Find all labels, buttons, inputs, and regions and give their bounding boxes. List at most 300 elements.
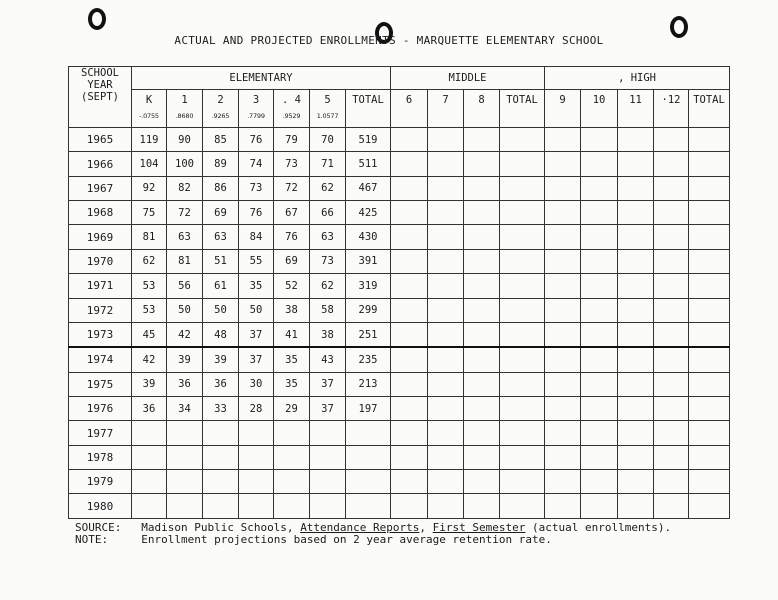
enrollment-cell: 86 bbox=[203, 176, 239, 200]
enrollment-cell: 33 bbox=[203, 396, 239, 420]
empty-cell bbox=[654, 298, 689, 322]
table-row bbox=[69, 470, 730, 494]
elementary-total-cell: 235 bbox=[346, 347, 391, 372]
enrollment-table bbox=[68, 66, 730, 519]
empty-cell bbox=[391, 421, 428, 445]
empty-cell bbox=[654, 372, 689, 396]
empty-cell bbox=[500, 470, 545, 494]
empty-cell bbox=[689, 322, 730, 347]
retention-rate: .8680 bbox=[175, 112, 194, 120]
enrollment-cell: 73 bbox=[310, 249, 346, 273]
enrollment-cell: 76 bbox=[239, 128, 274, 152]
elementary-total-cell: 425 bbox=[346, 201, 391, 225]
table-row bbox=[69, 445, 730, 469]
empty-cell bbox=[618, 225, 654, 249]
enrollment-cell: 48 bbox=[203, 322, 239, 347]
enrollment-cell: 75 bbox=[132, 201, 167, 225]
empty-cell bbox=[581, 494, 618, 519]
table-row bbox=[69, 494, 730, 519]
empty-cell bbox=[391, 201, 428, 225]
enrollment-cell bbox=[239, 445, 274, 469]
empty-cell bbox=[654, 176, 689, 200]
enrollment-cell: 85 bbox=[203, 128, 239, 152]
elementary-total-cell: 519 bbox=[346, 128, 391, 152]
enrollment-cell bbox=[310, 494, 346, 519]
source-line: SOURCE: Madison Public Schools, Attendance Reports, First Semester (actual enrollments). bbox=[75, 521, 672, 534]
enrollment-cell bbox=[132, 445, 167, 469]
enrollment-cell: 42 bbox=[132, 347, 167, 372]
enrollment-cell bbox=[274, 470, 310, 494]
empty-cell bbox=[464, 128, 500, 152]
enrollment-cell bbox=[167, 421, 203, 445]
retention-rate: .9529 bbox=[282, 112, 301, 120]
empty-cell bbox=[500, 176, 545, 200]
year-cell: 1967 bbox=[69, 176, 132, 200]
enrollment-cell: 67 bbox=[274, 201, 310, 225]
enrollment-cell: 76 bbox=[274, 225, 310, 249]
enrollment-cell: 61 bbox=[203, 274, 239, 298]
enrollment-cell bbox=[203, 470, 239, 494]
empty-cell bbox=[500, 372, 545, 396]
empty-cell bbox=[581, 470, 618, 494]
table-row bbox=[69, 274, 730, 298]
empty-cell bbox=[618, 176, 654, 200]
enrollment-cell bbox=[310, 445, 346, 469]
elementary-total-cell: 467 bbox=[346, 176, 391, 200]
table-row bbox=[69, 347, 730, 372]
note-line: NOTE: Enrollment projections based on 2 year average retention rate. bbox=[75, 533, 552, 546]
empty-cell bbox=[545, 152, 581, 176]
enrollment-cell bbox=[167, 470, 203, 494]
column-header-middle-2: 8 bbox=[464, 90, 500, 128]
enrollment-cell: 37 bbox=[239, 322, 274, 347]
enrollment-cell: 69 bbox=[203, 201, 239, 225]
enrollment-cell bbox=[132, 494, 167, 519]
empty-cell bbox=[689, 249, 730, 273]
enrollment-cell: 36 bbox=[132, 396, 167, 420]
empty-cell bbox=[428, 445, 464, 469]
enrollment-cell: 35 bbox=[274, 347, 310, 372]
group-header-elementary: ELEMENTARY bbox=[132, 67, 391, 90]
enrollment-cell bbox=[274, 494, 310, 519]
enrollment-cell: 63 bbox=[310, 225, 346, 249]
empty-cell bbox=[500, 152, 545, 176]
empty-cell bbox=[464, 225, 500, 249]
empty-cell bbox=[581, 372, 618, 396]
empty-cell bbox=[581, 298, 618, 322]
enrollment-cell bbox=[167, 445, 203, 469]
empty-cell bbox=[618, 347, 654, 372]
empty-cell bbox=[391, 176, 428, 200]
empty-cell bbox=[581, 274, 618, 298]
empty-cell bbox=[618, 494, 654, 519]
table-row bbox=[69, 152, 730, 176]
empty-cell bbox=[500, 347, 545, 372]
table-row bbox=[69, 372, 730, 396]
enrollment-cell: 35 bbox=[239, 274, 274, 298]
empty-cell bbox=[391, 128, 428, 152]
empty-cell bbox=[654, 152, 689, 176]
empty-cell bbox=[581, 225, 618, 249]
empty-cell bbox=[428, 152, 464, 176]
empty-cell bbox=[428, 322, 464, 347]
empty-cell bbox=[545, 421, 581, 445]
empty-cell bbox=[545, 249, 581, 273]
empty-cell bbox=[464, 470, 500, 494]
empty-cell bbox=[618, 152, 654, 176]
enrollment-cell: 79 bbox=[274, 128, 310, 152]
enrollment-cell: 28 bbox=[239, 396, 274, 420]
enrollment-cell: 62 bbox=[310, 176, 346, 200]
enrollment-cell: 63 bbox=[203, 225, 239, 249]
enrollment-cell bbox=[239, 421, 274, 445]
empty-cell bbox=[428, 128, 464, 152]
empty-cell bbox=[618, 396, 654, 420]
empty-cell bbox=[464, 274, 500, 298]
column-header-middle-1: 7 bbox=[428, 90, 464, 128]
group-header-middle: MIDDLE bbox=[391, 67, 545, 90]
enrollment-cell: 35 bbox=[274, 372, 310, 396]
enrollment-cell: 53 bbox=[132, 298, 167, 322]
empty-cell bbox=[391, 249, 428, 273]
enrollment-cell: 119 bbox=[132, 128, 167, 152]
empty-cell bbox=[464, 176, 500, 200]
empty-cell bbox=[464, 152, 500, 176]
empty-cell bbox=[545, 494, 581, 519]
enrollment-cell: 81 bbox=[167, 249, 203, 273]
empty-cell bbox=[689, 445, 730, 469]
elementary-total-cell bbox=[346, 494, 391, 519]
empty-cell bbox=[428, 298, 464, 322]
empty-cell bbox=[428, 274, 464, 298]
empty-cell bbox=[689, 152, 730, 176]
enrollment-cell bbox=[132, 421, 167, 445]
elementary-total-cell: 213 bbox=[346, 372, 391, 396]
empty-cell bbox=[654, 347, 689, 372]
empty-cell bbox=[464, 347, 500, 372]
elementary-total-cell: 391 bbox=[346, 249, 391, 273]
page-title: ACTUAL AND PROJECTED ENROLLMENTS - MARQUETTE ELEMENTARY SCHOOL bbox=[174, 34, 604, 47]
empty-cell bbox=[654, 396, 689, 420]
empty-cell bbox=[545, 274, 581, 298]
enrollment-cell: 42 bbox=[167, 322, 203, 347]
empty-cell bbox=[464, 201, 500, 225]
enrollment-cell bbox=[239, 494, 274, 519]
empty-cell bbox=[654, 421, 689, 445]
source-link-first-semester: First Semester bbox=[432, 521, 526, 534]
enrollment-cell: 76 bbox=[239, 201, 274, 225]
enrollment-cell: 36 bbox=[167, 372, 203, 396]
empty-cell bbox=[428, 470, 464, 494]
empty-cell bbox=[618, 421, 654, 445]
enrollment-cell: 73 bbox=[239, 176, 274, 200]
enrollment-cell: 41 bbox=[274, 322, 310, 347]
empty-cell bbox=[689, 494, 730, 519]
enrollment-cell: 72 bbox=[167, 201, 203, 225]
empty-cell bbox=[581, 201, 618, 225]
retention-rate: 1.0577 bbox=[316, 112, 339, 120]
empty-cell bbox=[464, 372, 500, 396]
empty-cell bbox=[545, 176, 581, 200]
empty-cell bbox=[689, 225, 730, 249]
empty-cell bbox=[689, 128, 730, 152]
enrollment-cell: 62 bbox=[310, 274, 346, 298]
year-cell: 1971 bbox=[69, 274, 132, 298]
enrollment-cell: 39 bbox=[167, 347, 203, 372]
empty-cell bbox=[391, 322, 428, 347]
empty-cell bbox=[500, 396, 545, 420]
empty-cell bbox=[500, 322, 545, 347]
enrollment-cell: 56 bbox=[167, 274, 203, 298]
empty-cell bbox=[391, 470, 428, 494]
enrollment-cell: 74 bbox=[239, 152, 274, 176]
empty-cell bbox=[500, 249, 545, 273]
empty-cell bbox=[581, 396, 618, 420]
empty-cell bbox=[545, 201, 581, 225]
retention-rate: .9265 bbox=[211, 112, 230, 120]
year-cell: 1974 bbox=[69, 347, 132, 372]
group-header-high: , HIGH bbox=[545, 67, 730, 90]
enrollment-cell: 73 bbox=[274, 152, 310, 176]
empty-cell bbox=[545, 322, 581, 347]
empty-cell bbox=[689, 176, 730, 200]
empty-cell bbox=[391, 298, 428, 322]
elementary-total-cell: 251 bbox=[346, 322, 391, 347]
table-row bbox=[69, 128, 730, 152]
empty-cell bbox=[545, 372, 581, 396]
year-cell: 1980 bbox=[69, 494, 132, 519]
empty-cell bbox=[689, 372, 730, 396]
empty-cell bbox=[689, 298, 730, 322]
empty-cell bbox=[654, 470, 689, 494]
enrollment-cell bbox=[274, 445, 310, 469]
empty-cell bbox=[581, 421, 618, 445]
empty-cell bbox=[500, 274, 545, 298]
year-cell: 1972 bbox=[69, 298, 132, 322]
empty-cell bbox=[618, 298, 654, 322]
table-row bbox=[69, 201, 730, 225]
year-cell: 1978 bbox=[69, 445, 132, 469]
year-cell: 1979 bbox=[69, 470, 132, 494]
enrollment-cell: 30 bbox=[239, 372, 274, 396]
enrollment-cell bbox=[310, 470, 346, 494]
enrollment-cell: 81 bbox=[132, 225, 167, 249]
enrollment-cell: 92 bbox=[132, 176, 167, 200]
empty-cell bbox=[428, 201, 464, 225]
empty-cell bbox=[545, 298, 581, 322]
empty-cell bbox=[391, 225, 428, 249]
enrollment-cell bbox=[310, 421, 346, 445]
empty-cell bbox=[545, 445, 581, 469]
enrollment-cell: 39 bbox=[203, 347, 239, 372]
column-header-high-0: 9 bbox=[545, 90, 581, 128]
enrollment-cell bbox=[274, 421, 310, 445]
year-cell: 1965 bbox=[69, 128, 132, 152]
column-header-high-3: ·12 bbox=[654, 90, 689, 128]
empty-cell bbox=[428, 176, 464, 200]
empty-cell bbox=[545, 347, 581, 372]
source-link-attendance-reports: Attendance Reports bbox=[300, 521, 420, 534]
column-header-high-4: TOTAL bbox=[689, 90, 730, 128]
empty-cell bbox=[500, 298, 545, 322]
year-cell: 1969 bbox=[69, 225, 132, 249]
empty-cell bbox=[654, 225, 689, 249]
enrollment-cell bbox=[239, 470, 274, 494]
enrollment-cell: 89 bbox=[203, 152, 239, 176]
empty-cell bbox=[654, 128, 689, 152]
table-row bbox=[69, 225, 730, 249]
enrollment-cell: 70 bbox=[310, 128, 346, 152]
empty-cell bbox=[391, 396, 428, 420]
enrollment-cell: 50 bbox=[239, 298, 274, 322]
empty-cell bbox=[464, 445, 500, 469]
elementary-total-cell bbox=[346, 470, 391, 494]
enrollment-cell: 100 bbox=[167, 152, 203, 176]
enrollment-cell: 71 bbox=[310, 152, 346, 176]
empty-cell bbox=[618, 201, 654, 225]
enrollment-cell: 29 bbox=[274, 396, 310, 420]
elementary-total-cell: 299 bbox=[346, 298, 391, 322]
empty-cell bbox=[428, 347, 464, 372]
column-header-middle-3: TOTAL bbox=[500, 90, 545, 128]
enrollment-cell bbox=[203, 445, 239, 469]
empty-cell bbox=[618, 274, 654, 298]
empty-cell bbox=[500, 494, 545, 519]
year-column-header: SCHOOL YEAR (SEPT) bbox=[69, 67, 132, 128]
column-header-elementary-2: 2 .9265 bbox=[203, 90, 239, 128]
empty-cell bbox=[428, 249, 464, 273]
enrollment-cell: 72 bbox=[274, 176, 310, 200]
column-header-middle-0: 6 bbox=[391, 90, 428, 128]
enrollment-cell bbox=[203, 421, 239, 445]
enrollment-cell: 51 bbox=[203, 249, 239, 273]
empty-cell bbox=[689, 201, 730, 225]
enrollment-cell: 90 bbox=[167, 128, 203, 152]
empty-cell bbox=[654, 274, 689, 298]
empty-cell bbox=[581, 445, 618, 469]
empty-cell bbox=[618, 322, 654, 347]
enrollment-cell: 63 bbox=[167, 225, 203, 249]
empty-cell bbox=[464, 421, 500, 445]
enrollment-cell: 82 bbox=[167, 176, 203, 200]
enrollment-cell: 37 bbox=[310, 396, 346, 420]
empty-cell bbox=[391, 274, 428, 298]
table-row bbox=[69, 396, 730, 420]
empty-cell bbox=[581, 347, 618, 372]
empty-cell bbox=[689, 274, 730, 298]
enrollment-cell: 37 bbox=[239, 347, 274, 372]
enrollment-cell bbox=[132, 470, 167, 494]
enrollment-cell: 62 bbox=[132, 249, 167, 273]
enrollment-cell: 38 bbox=[310, 322, 346, 347]
enrollment-cell bbox=[203, 494, 239, 519]
column-header-elementary-1: 1 .8680 bbox=[167, 90, 203, 128]
enrollment-cell: 55 bbox=[239, 249, 274, 273]
table-row bbox=[69, 298, 730, 322]
empty-cell bbox=[391, 347, 428, 372]
year-cell: 1966 bbox=[69, 152, 132, 176]
year-cell: 1968 bbox=[69, 201, 132, 225]
year-cell: 1970 bbox=[69, 249, 132, 273]
empty-cell bbox=[428, 372, 464, 396]
empty-cell bbox=[464, 249, 500, 273]
empty-cell bbox=[391, 152, 428, 176]
punch-hole-left bbox=[88, 8, 106, 30]
elementary-total-cell: 430 bbox=[346, 225, 391, 249]
year-cell: 1977 bbox=[69, 421, 132, 445]
elementary-total-cell: 511 bbox=[346, 152, 391, 176]
enrollment-cell: 104 bbox=[132, 152, 167, 176]
enrollment-cell: 66 bbox=[310, 201, 346, 225]
empty-cell bbox=[391, 494, 428, 519]
column-header-elementary-4: . 4 .9529 bbox=[274, 90, 310, 128]
enrollment-cell: 39 bbox=[132, 372, 167, 396]
empty-cell bbox=[545, 225, 581, 249]
footer-notes bbox=[75, 522, 671, 546]
table-row bbox=[69, 176, 730, 200]
enrollment-cell: 50 bbox=[167, 298, 203, 322]
column-header-high-1: 10 bbox=[581, 90, 618, 128]
enrollment-cell: 50 bbox=[203, 298, 239, 322]
empty-cell bbox=[545, 470, 581, 494]
column-header-elementary-6: TOTAL bbox=[346, 90, 391, 128]
column-header-elementary-3: 3 .7799 bbox=[239, 90, 274, 128]
empty-cell bbox=[689, 396, 730, 420]
empty-cell bbox=[689, 347, 730, 372]
year-cell: 1973 bbox=[69, 322, 132, 347]
enrollment-cell bbox=[167, 494, 203, 519]
enrollment-cell: 37 bbox=[310, 372, 346, 396]
empty-cell bbox=[581, 152, 618, 176]
empty-cell bbox=[428, 396, 464, 420]
empty-cell bbox=[618, 470, 654, 494]
empty-cell bbox=[545, 396, 581, 420]
empty-cell bbox=[581, 176, 618, 200]
year-cell: 1976 bbox=[69, 396, 132, 420]
column-header-high-2: 11 bbox=[618, 90, 654, 128]
empty-cell bbox=[618, 249, 654, 273]
empty-cell bbox=[464, 298, 500, 322]
enrollment-cell: 84 bbox=[239, 225, 274, 249]
empty-cell bbox=[654, 201, 689, 225]
empty-cell bbox=[464, 322, 500, 347]
empty-cell bbox=[689, 421, 730, 445]
elementary-total-cell bbox=[346, 445, 391, 469]
elementary-total-cell: 319 bbox=[346, 274, 391, 298]
enrollment-cell: 34 bbox=[167, 396, 203, 420]
empty-cell bbox=[500, 128, 545, 152]
retention-rate: .7799 bbox=[247, 112, 265, 120]
empty-cell bbox=[581, 249, 618, 273]
empty-cell bbox=[581, 128, 618, 152]
empty-cell bbox=[500, 445, 545, 469]
empty-cell bbox=[618, 372, 654, 396]
empty-cell bbox=[428, 225, 464, 249]
empty-cell bbox=[464, 396, 500, 420]
enrollment-cell: 43 bbox=[310, 347, 346, 372]
empty-cell bbox=[500, 421, 545, 445]
empty-cell bbox=[464, 494, 500, 519]
enrollment-cell: 52 bbox=[274, 274, 310, 298]
enrollment-cell: 45 bbox=[132, 322, 167, 347]
empty-cell bbox=[654, 445, 689, 469]
enrollment-cell: 53 bbox=[132, 274, 167, 298]
retention-rate: -.0755 bbox=[139, 112, 159, 120]
enrollment-cell: 69 bbox=[274, 249, 310, 273]
empty-cell bbox=[428, 494, 464, 519]
empty-cell bbox=[500, 201, 545, 225]
enrollment-cell: 36 bbox=[203, 372, 239, 396]
